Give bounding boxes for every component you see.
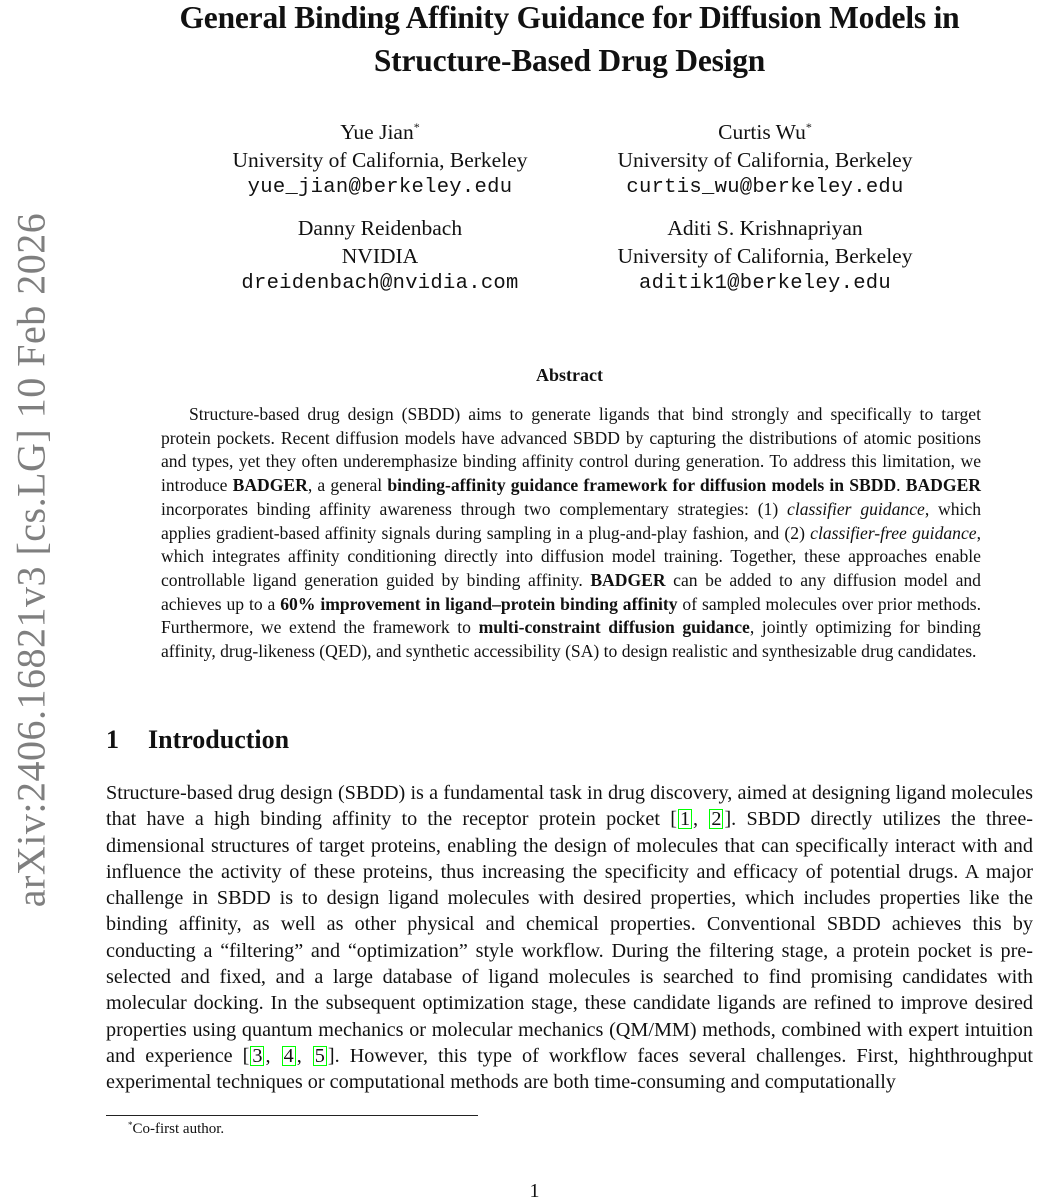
emphasis-italic: classifier guidance bbox=[787, 498, 925, 519]
title-line: Structure-Based Drug Design bbox=[373, 43, 766, 78]
author-name: Aditi S. Krishnapriyan bbox=[667, 216, 863, 240]
footnote-text: Co-first author. bbox=[132, 1121, 225, 1137]
section-heading-introduction bbox=[106, 725, 289, 755]
introduction-body: Structure-based drug design (SBDD) is a fundamental task in drug discovery, aimed at designing ligand molecules that have a high binding affinity to the receptor protein pocket [ 1 , 2 ]. SBDD directly utilizes the three-dimensional structures of target proteins, enabling the design of molecules that can specifically interact with and influence the activity of these proteins, thus increasing the specificity and efficacy of potential drugs. A major challenge in SBDD is to design ligand molecules with desired properties, which includes properties like the binding affinity, as well as other physical and chemical properties. Conventional SBDD achieves this by conducting a “filtering” and “optimization” style workflow. During the filtering stage, a protein pocket is pre-selected and fixed, and a large database of ligand molecules is searched to find promising candidates with molecular docking. In the subsequent optimization stage, these candidate ligands are refined to improve desired properties using quantum mechanics or molecular mechanics (QM/MM) methods, combined with expert intuition and experience [ 3 , 4 , 5 ]. However, this type of workflow faces several challenges. First, highthroughput experimental techniques or computational methods are both time-consuming and computationally bbox=[106, 782, 1034, 1094]
author-affiliation: University of California, Berkeley bbox=[232, 148, 528, 172]
section-title: Introduction bbox=[148, 725, 290, 754]
emphasis-bold: binding-affinity guidance framework for diffusion models in SBDD bbox=[387, 475, 897, 496]
section-number: 1 bbox=[106, 725, 119, 754]
author-name: Danny Reidenbach bbox=[297, 216, 463, 240]
paper-title bbox=[106, 0, 1033, 82]
footnote-divider bbox=[106, 1115, 478, 1116]
emphasis-bold: BADGER bbox=[232, 475, 308, 496]
author-email[interactable]: dreidenbach@nvidia.com bbox=[241, 272, 519, 295]
title-line: General Binding Affinity Guidance for Diffusion Models in bbox=[179, 0, 960, 35]
citation-link[interactable]: 1 bbox=[679, 808, 691, 831]
author-email[interactable]: yue_jian@berkeley.edu bbox=[247, 176, 513, 199]
page-number: 1 bbox=[529, 1180, 540, 1202]
co-first-marker[interactable]: * bbox=[805, 120, 812, 134]
author-entry bbox=[595, 214, 935, 298]
author-entry bbox=[210, 214, 550, 298]
abstract-heading: Abstract bbox=[536, 365, 603, 385]
author-entry bbox=[595, 118, 935, 202]
citation-link[interactable]: 2 bbox=[711, 808, 722, 831]
author-email[interactable]: curtis_wu@berkeley.edu bbox=[626, 176, 904, 199]
footnote-marker: * bbox=[128, 1120, 133, 1130]
abstract-body: Structure-based drug design (SBDD) aims to generate ligands that bind strongly and specifically to target protein pockets. Recent diffusion models have advanced SBDD by capturing the distributions of atomic positions and types, yet they often underemphasize binding affinity control during generation. To address this limitation, we introduce BADGER, a general binding-affinity guidance framework for diffusion models in SBDD. BADGER incorporates binding affinity awareness through two complementary strategies: (1) classifier guidance, which applies gradient-based affinity signals during sampling in a plug-and-play fashion, and (2) classifier-free guidance, which integrates affinity conditioning directly into diffusion model training. Together, these approaches enable controllable ligand generation guided by binding affinity. BADGER can be added to any diffusion model and achieves up to a 60% improvement in ligand–protein binding affinity of sampled molecules over prior methods. Furthermore, we extend the framework to multi-constraint diffusion guidance, jointly optimizing for binding affinity, drug-likeness (QED), and synthetic accessibility (SA) to design realistic and synthesizable drug candidates. bbox=[161, 404, 982, 662]
emphasis-bold: BADGER bbox=[590, 569, 666, 590]
author-name: Curtis Wu* bbox=[718, 120, 812, 144]
author-affiliation: University of California, Berkeley bbox=[617, 244, 913, 268]
emphasis-italic: classifier-free guidance bbox=[810, 522, 977, 543]
emphasis-bold: BADGER bbox=[905, 475, 982, 496]
footnote bbox=[128, 1121, 224, 1138]
citation-link[interactable]: 4 bbox=[283, 1044, 294, 1067]
co-first-marker[interactable]: * bbox=[413, 120, 420, 134]
author-affiliation: NVIDIA bbox=[341, 244, 419, 268]
citation-link[interactable]: 5 bbox=[314, 1044, 325, 1067]
emphasis-bold: multi-constraint diffusion guidance bbox=[478, 617, 750, 638]
author-name: Yue Jian* bbox=[340, 120, 420, 144]
citation-link[interactable]: 3 bbox=[252, 1044, 263, 1067]
author-email[interactable]: aditik1@berkeley.edu bbox=[638, 272, 892, 295]
arxiv-identifier-stamp[interactable]: arXiv:2406.16821v3 [cs.LG] 10 Feb 2026 bbox=[8, 212, 54, 908]
author-affiliation: University of California, Berkeley bbox=[617, 148, 913, 172]
emphasis-bold: 60% improvement in ligand–protein binding affinity bbox=[280, 593, 678, 614]
author-entry bbox=[210, 118, 550, 202]
